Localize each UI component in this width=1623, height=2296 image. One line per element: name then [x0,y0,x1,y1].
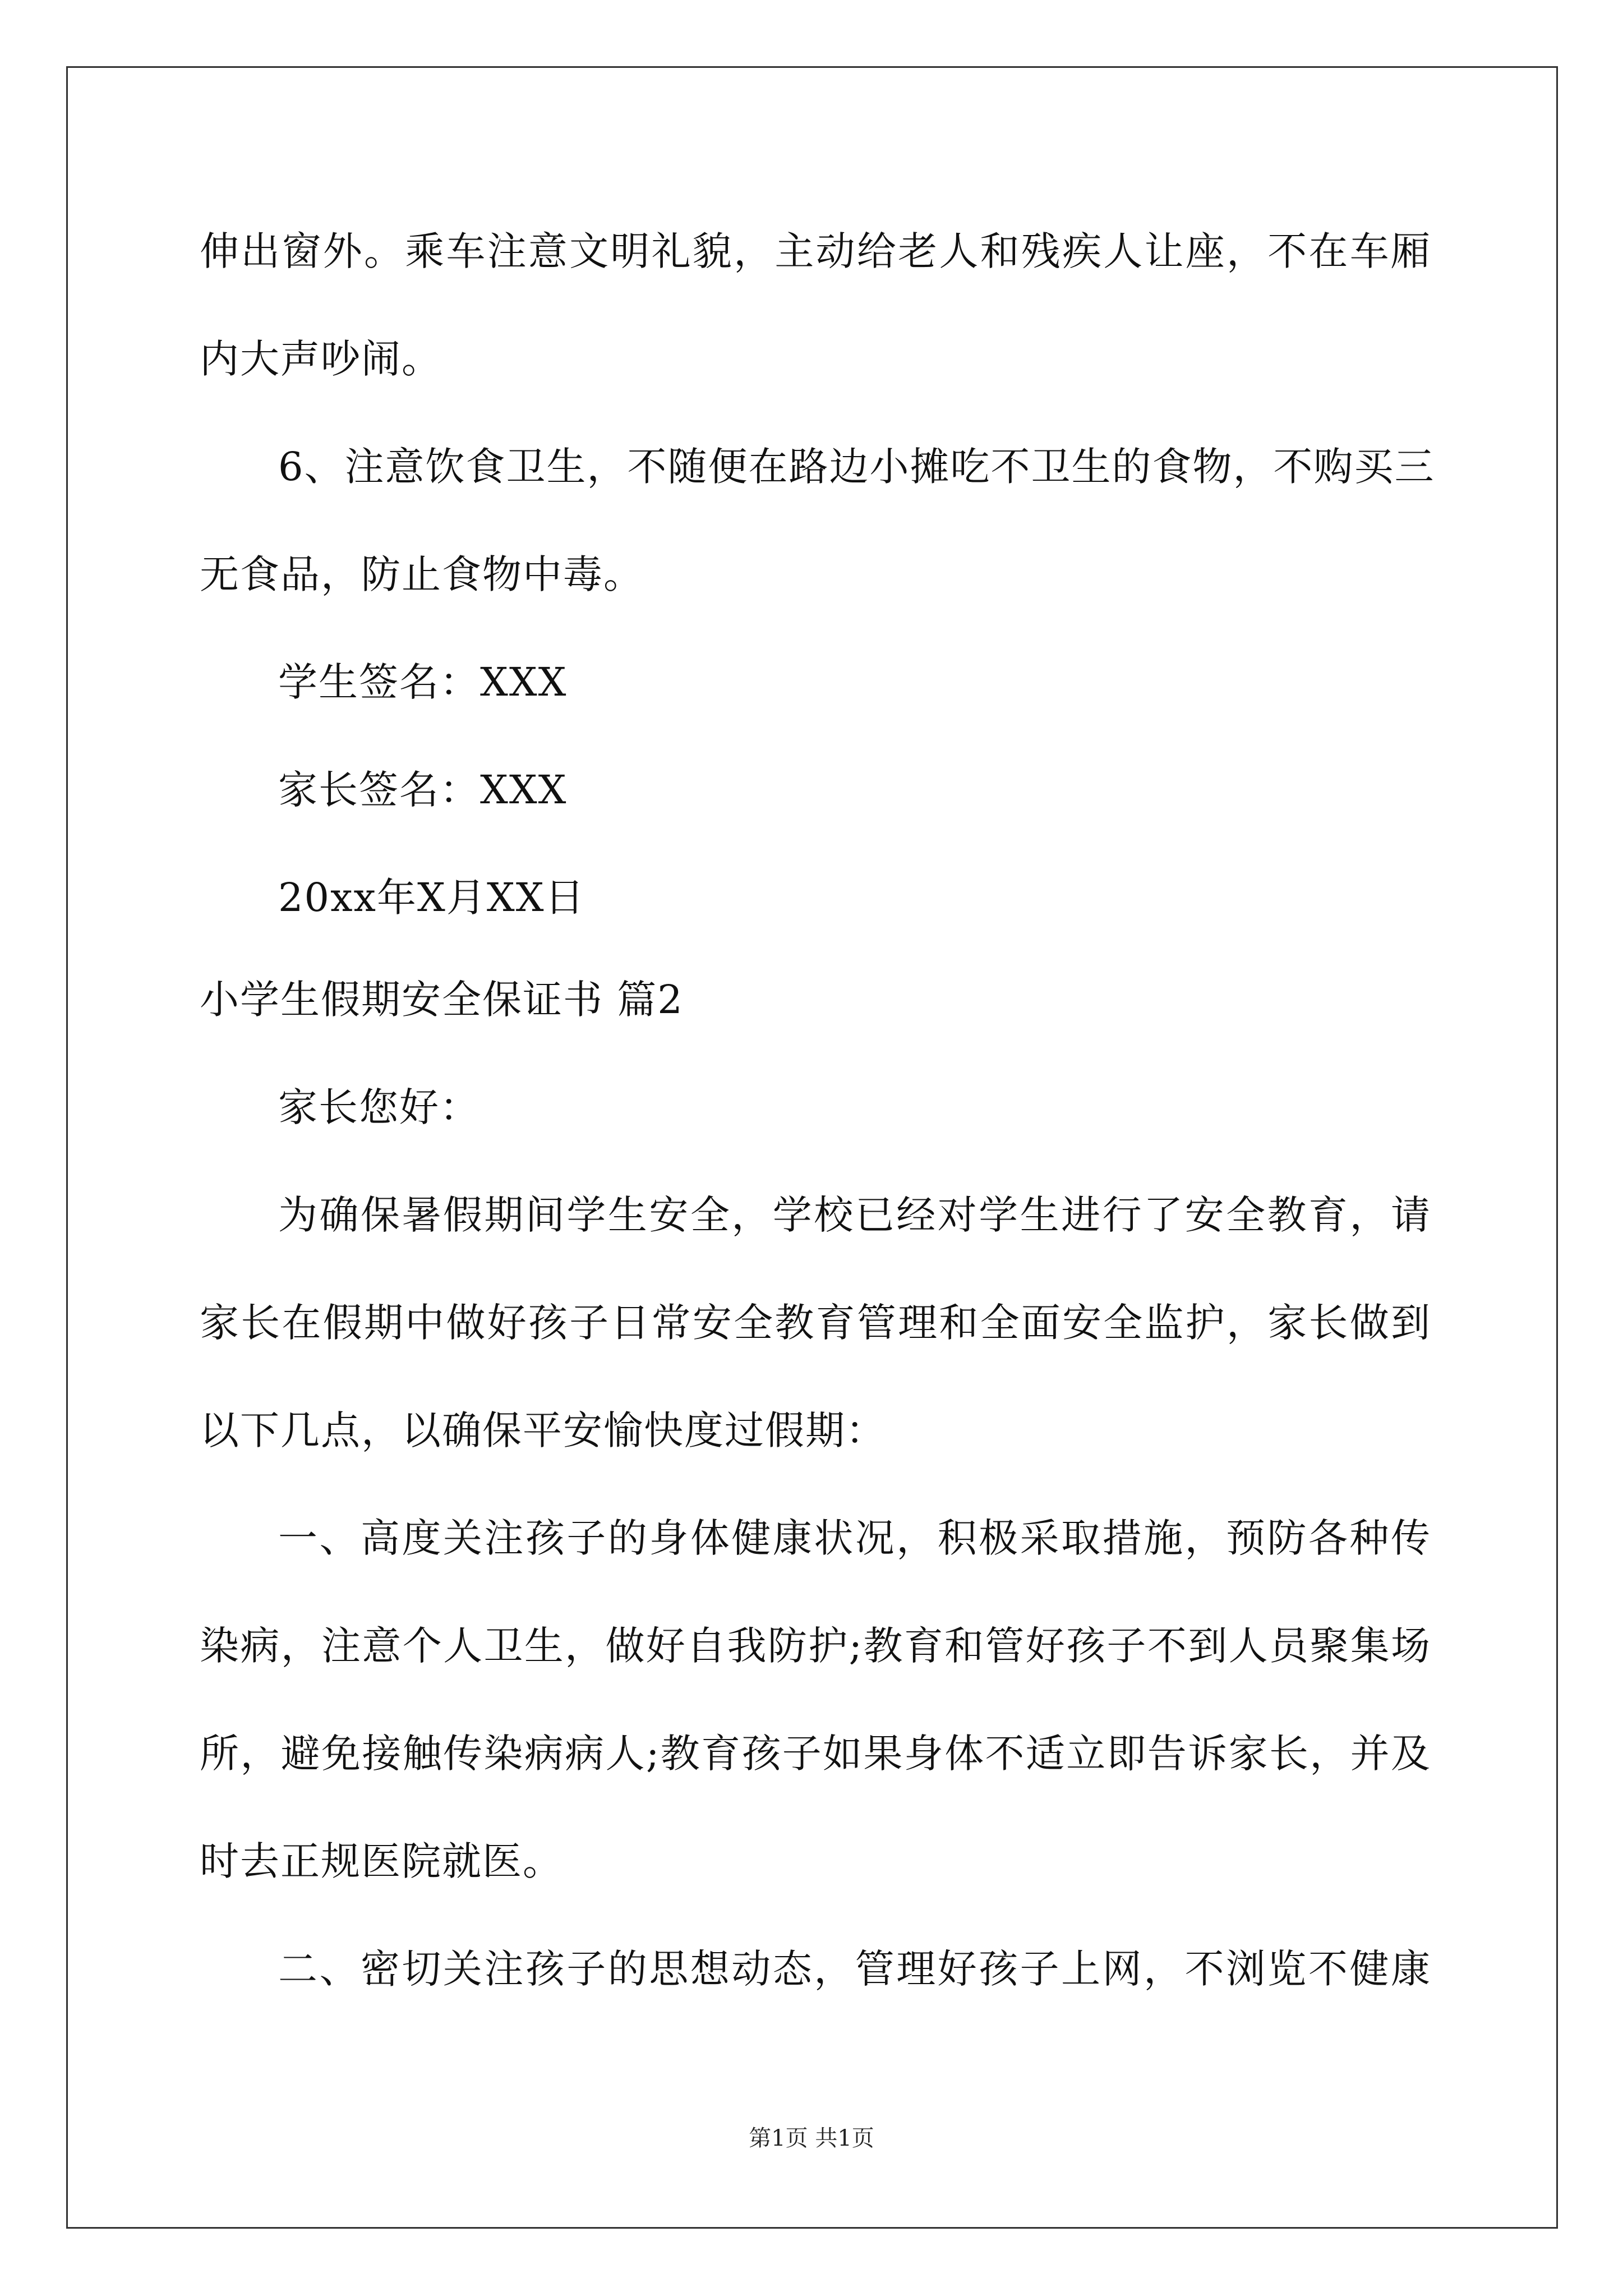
greeting: 家长您好： [278,1084,480,1130]
paragraph-line: 以下几点，以确保平安愉快度过假期： [200,1407,886,1453]
parent-signature: 家长签名：XXX [278,767,568,813]
paragraph-line: 6、注意饮食卫生，不随便在路边小摊吃不卫生的食物，不购买三 [278,444,1435,490]
paragraph-line: 所，避免接触传染病病人;教育孩子如果身体不适立即告诉家长，并及 [200,1731,1431,1777]
paragraph-line: 二、密切关注孩子的思想动态，管理好孩子上网，不浏览不健康 [278,1946,1431,1992]
paragraph-line: 无食品，防止食物中毒。 [200,551,644,597]
paragraph-line: 时去正规医院就医。 [200,1838,563,1884]
paragraph-line: 伸出窗外。乘车注意文明礼貌，主动给老人和残疾人让座，不在车厢 [200,228,1431,274]
paragraph-line: 内大声吵闹。 [200,336,442,382]
paragraph-line: 染病，注意个人卫生，做好自我防护;教育和管好孩子不到人员聚集场 [200,1623,1431,1669]
section-heading: 小学生假期安全保证书 篇2 [200,977,684,1023]
page-border [66,66,1558,2229]
paragraph-line: 为确保暑假期间学生安全，学校已经对学生进行了安全教育，请 [278,1192,1431,1238]
page-number: 第1页 共1页 [749,2125,874,2151]
paragraph-line: 家长在假期中做好孩子日常安全教育管理和全面安全监护，家长做到 [200,1300,1431,1346]
student-signature: 学生签名：XXX [278,659,568,705]
paragraph-line: 一、高度关注孩子的身体健康状况，积极采取措施，预防各种传 [278,1515,1431,1561]
date-line: 20xx年X月XX日 [278,875,585,921]
